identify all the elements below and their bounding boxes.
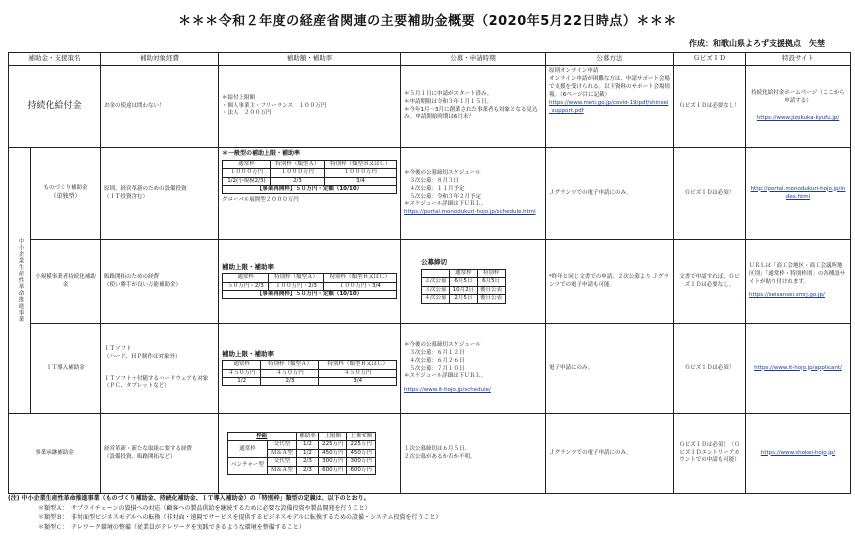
- jizoku-method-line: オンライン申請が困難な方は、申請サポート会場で支援を受けられる。以下資料のサポート会場情報。（6ページ目に記載）: [549, 75, 671, 98]
- shokibo-deadline-table: [421, 269, 506, 304]
- header-gbiz: ＧビズＩＤ: [674, 53, 746, 66]
- jizoku-timing-line: ＊５月１日に申請がスタート済み。: [404, 90, 493, 97]
- mono-note: 【事業再開枠】５０万円・定額（10/10）: [223, 185, 397, 193]
- row-mono: [9, 148, 851, 240]
- group-label: 中小企業生産性革命推進事業: [9, 148, 31, 414]
- jigyo-th: 枠組: [228, 432, 297, 440]
- shokibo-cell: １００万円・3/4: [323, 282, 396, 290]
- shokibo-cost: [101, 240, 219, 324]
- mono-th: 通常枠: [223, 160, 271, 168]
- it-timing-line: ４次公募：６月２６日: [404, 357, 465, 364]
- row-it: [9, 324, 851, 414]
- mono-site-link[interactable]: http://portal.monodukuri-hojo.jp/index.html: [750, 185, 846, 200]
- jigyo-site-link[interactable]: https://www.shokei-hojo.jp/: [760, 449, 836, 456]
- mono-timing-line: ４次公募：１１月予定: [404, 185, 465, 192]
- jigyo-cell: 1/2: [296, 449, 319, 457]
- mono-timing-link[interactable]: https://portal.monodukuri-hojo.jp/schedule.html: [404, 209, 536, 216]
- shokibo-rate-table: [222, 273, 397, 299]
- it-site: [746, 324, 851, 414]
- jizoku-method-link[interactable]: https://www.meti.go.jp/covid-19/pdf/shinsei_support.pdf: [549, 99, 669, 114]
- shokibo-site-text: ＵＲＬは「商工会地区・商工会議所地区別」「通常枠・特別枠別」の各種設サイトが貼り付けれます。: [749, 262, 846, 285]
- it-name: ＩＴ導入補助金: [31, 324, 101, 414]
- jigyo-cost-line: 経営革新・新たな取組に要する経費: [104, 445, 193, 452]
- deadline-cell: 後日公表: [477, 286, 505, 294]
- it-cell: ４５０万円: [319, 369, 397, 377]
- mono-cell: １０００万円: [270, 169, 324, 177]
- it-th: 特別枠（類型Ａ）: [261, 361, 319, 369]
- jigyo-gbiz: ＧビズＩＤは必須！（ＧビズＩＤエントリーアカウントでの申請も可能）: [674, 414, 746, 494]
- header-amount: 補助額・補助率: [219, 53, 401, 66]
- jigyo-cell: 300万円: [319, 458, 347, 466]
- shokibo-cell: ５０万円・2/3: [223, 282, 269, 290]
- it-amount: [219, 324, 401, 414]
- it-timing-link[interactable]: https://www.it-hojo.jp/schedule/: [404, 387, 491, 394]
- jigyo-cell: 2/3: [296, 458, 319, 466]
- jigyo-name: 事業承継補助金: [9, 414, 101, 494]
- shokibo-site: [746, 240, 851, 324]
- mono-cell: 3/4: [324, 177, 396, 185]
- shokibo-amount: [219, 240, 401, 324]
- deadline-cell: ２次公募: [422, 278, 450, 286]
- shokibo-cell: １００万円・2/3: [269, 282, 324, 290]
- mono-cost-line: 原則、経営革新のための設備投資: [104, 185, 187, 192]
- jizoku-site: [746, 66, 851, 148]
- jizoku-timing: [401, 66, 546, 148]
- jigyo-cell: 600万円: [319, 466, 347, 474]
- it-timing-line: ５次公募：７月１０日: [404, 365, 465, 372]
- it-cost-line: （ハード、ＨＰ制作は対象外）: [104, 353, 181, 360]
- mono-name-sub: （単独型）: [50, 193, 81, 201]
- mono-cell: 2/3: [270, 177, 324, 185]
- jigyo-timing-line: ２次公募があるか否か不明。: [404, 453, 476, 460]
- jigyo-cell: 2/3: [296, 466, 319, 474]
- it-cell: 1/2: [223, 377, 261, 385]
- jigyo-cell: Ｍ＆Ａ型: [268, 449, 297, 457]
- footnotes: [8, 494, 848, 532]
- mono-th: 特別枠（類型Ｂ又はＣ）: [324, 160, 396, 168]
- jigyo-rate-table: [227, 432, 376, 475]
- mono-cost: [101, 148, 219, 240]
- row-jigyo: [9, 414, 851, 494]
- shokibo-box-title: 補助上限・補助率: [222, 262, 274, 271]
- jigyo-cell: Ｍ＆Ａ型: [268, 466, 297, 474]
- row-jizoku: [9, 66, 851, 148]
- jigyo-cell: 交代型: [268, 458, 297, 466]
- it-timing-line: ＊スケジュール詳細は下ＵＲＬ。: [404, 373, 487, 380]
- it-cell: 3/4: [319, 377, 397, 385]
- author-label: 作成：和歌山県よろず支援拠点 矢埜: [689, 39, 825, 48]
- it-cost-line: ＩＴソフト: [104, 345, 132, 352]
- footnote-line: ＊類型Ｂ： 非対面型ビジネスモデルへの転換（非対面・遠隔でサービスを提供するビジネスモデルに転換するための設備・システム投資を行うこと）: [38, 514, 442, 522]
- jigyo-timing: [401, 414, 546, 494]
- mono-method: Ｊグランツでの電子申請にのみ。: [546, 148, 674, 240]
- mono-cell: １０００万円: [324, 169, 396, 177]
- jizoku-timing-line: ＊申請期限は令和３年１月１５日。: [404, 98, 493, 105]
- jizoku-site-link[interactable]: https://www.jizokuka-kyufu.jp/: [756, 115, 840, 122]
- deadline-cell: 後日公表: [477, 295, 505, 303]
- jigyo-cell: 1/2: [296, 441, 319, 449]
- it-gbiz: ＧビズＩＤは必須！: [674, 324, 746, 414]
- header-timing: 公募・申請時期: [401, 53, 546, 66]
- shokibo-method: *昨年と同じ文書での申請。２次公募より Ｊグランツでの電子申請も可能。: [546, 240, 674, 324]
- jizoku-amount-line: ・法人 ２００万円: [222, 110, 272, 117]
- mono-site: [746, 148, 851, 240]
- jigyo-timing-line: １次公募締切は６月５日。: [404, 445, 471, 452]
- mono-name-text: ものづくり補助金: [43, 185, 88, 192]
- header-cost: 補助対象経費: [101, 53, 219, 66]
- mono-name: [31, 148, 101, 240]
- jigyo-method: Ｊグランツでの電子申請にのみ。: [546, 414, 674, 494]
- mono-box-title: ＊一般型の補助上限・補助率: [222, 150, 301, 157]
- jizoku-cost: お金の使途は問わない！: [101, 66, 219, 148]
- jigyo-cell: 225万円: [319, 441, 347, 449]
- mono-timing-line: ＊今後の公募締切スケジュール: [404, 169, 481, 176]
- mono-global: グローバル展開型２０００万円: [222, 197, 299, 204]
- shokibo-deadline-title: 公募締切: [421, 258, 447, 267]
- jizoku-site-text: 持続化給付金ホームページ（ここから申請する）: [751, 89, 845, 104]
- shokibo-deadline: [401, 240, 546, 324]
- jigyo-cell: 225万円: [347, 441, 376, 449]
- page-title: ＊＊＊令和２年度の経産省関連の主要補助金概要（2020年5月22日時点）＊＊＊: [178, 14, 677, 29]
- jigyo-cost-line: （設備投資、販路開拓など）: [104, 453, 176, 460]
- it-method: 電子申請にのみ。: [546, 324, 674, 414]
- jigyo-cell: 300万円: [347, 458, 376, 466]
- it-site-link[interactable]: https://www.it-hojo.jp/applicant/: [754, 364, 842, 371]
- mono-timing-line: ＊スケジュール詳細は下ＵＲＬ。: [404, 201, 487, 208]
- it-cost-line: ＩＴソフト＋付随するハードウェアも対象（ＰＣ、タブレットなど）: [104, 375, 209, 390]
- mono-timing: [401, 148, 546, 240]
- deadline-th: [422, 269, 450, 277]
- it-timing-line: ＊今後の公募締切スケジュール: [404, 341, 481, 348]
- jigyo-site: [746, 414, 851, 494]
- deadline-th: 特別枠: [477, 269, 505, 277]
- jigyo-cell: 450万円: [319, 449, 347, 457]
- shokibo-site-link[interactable]: https://seisansei.smrj.go.jp/: [749, 292, 825, 299]
- shokibo-gbiz: 文書で申請すれば、ＧビズＩＤは必要なし。: [674, 240, 746, 324]
- it-box-title: 補助上限・補助率: [222, 349, 274, 358]
- jizoku-method: [546, 66, 674, 148]
- jigyo-th: 上限額: [319, 432, 347, 440]
- mono-cell: 1/2(小規模2/3): [223, 177, 271, 185]
- shokibo-name: 小規模事業者持続化補助金: [31, 240, 101, 324]
- jizoku-amount: [219, 66, 401, 148]
- row-shokibo: [9, 240, 851, 324]
- jizoku-amount-line: ・個人事業主・フリーランス １００万円: [222, 102, 327, 109]
- it-timing-line: ３次公募：６月１２日: [404, 349, 465, 356]
- header-site: 特設サイト: [746, 53, 851, 66]
- it-cell: 2/3: [261, 377, 319, 385]
- it-timing: [401, 324, 546, 414]
- deadline-cell: 10月2日: [450, 286, 478, 294]
- mono-amount: [219, 148, 401, 240]
- deadline-cell: 2月5日: [450, 295, 478, 303]
- footnote-line: ＊類型Ｃ： テレワーク環境の整備（従業員がテレワークを実践できるような環境を整備すること）: [38, 523, 305, 531]
- jizoku-timing-line: ＊今年1月～3月に創業された事業者も対象となる見込み。申請開始時期は6月末？: [404, 106, 538, 121]
- mono-timing-line: ３次公募：８月３日: [404, 177, 460, 184]
- jigyo-cost: [101, 414, 219, 494]
- jigyo-cell: 交代型: [268, 441, 297, 449]
- it-cell: ４５０万円: [261, 369, 319, 377]
- it-rate-table: [222, 360, 397, 386]
- deadline-cell: ３次公募: [422, 286, 450, 294]
- subsidy-table: [8, 52, 851, 494]
- jigyo-th: 補助率: [296, 432, 319, 440]
- mono-timing-line: ５次公募：令和３年２月予定: [404, 193, 482, 200]
- it-th: 通常枠: [223, 361, 261, 369]
- header-row: [9, 53, 851, 66]
- mono-gbiz: ＧビズＩＤは必須！: [674, 148, 746, 240]
- it-cell: ４５０万円: [223, 369, 261, 377]
- header-name: 補助金・支援策名: [9, 53, 101, 66]
- jizoku-gbiz: ＧビズＩＤは必要なし！: [674, 66, 746, 148]
- jigyo-cell: 450万円: [347, 449, 376, 457]
- it-cost: [101, 324, 219, 414]
- footnote-line: ＊類型Ａ： サプライチェーンの毀損への対応（顧客への製品供給を継続するために必要な設備投資や製品開発を行うこと）: [38, 504, 371, 512]
- mono-cost-line: （ＩＴ投資含む）: [104, 193, 149, 200]
- jigyo-th: 上乗せ額: [347, 432, 376, 440]
- jigyo-cell: 通常枠: [228, 441, 268, 458]
- mono-th: 特別枠（類型Ａ）: [270, 160, 324, 168]
- shokibo-cost-line: 販路開拓のための経費: [104, 273, 160, 280]
- header-method: 公募方法: [546, 53, 674, 66]
- mono-rate-table: [222, 160, 397, 195]
- shokibo-cost-line: （使い勝手が良い万能補助金）: [104, 281, 182, 288]
- deadline-th: 通常枠: [450, 269, 478, 277]
- mono-cell: １０００万円: [223, 169, 271, 177]
- jigyo-cell: 600万円: [347, 466, 376, 474]
- footnote-line: (注) 中小企業生産性革命推進事業（ものづくり補助金、持続化補助金、ＩＴ導入補助金）の「特別枠」類型の定義は、以下のとおり。: [8, 495, 370, 502]
- shokibo-note: 【事業再開枠】５０万円・定額（10/10）: [223, 290, 397, 298]
- deadline-cell: 6月5日: [450, 278, 478, 286]
- jizoku-name: 持続化給付金: [9, 66, 101, 148]
- deadline-cell: 6月5日: [477, 278, 505, 286]
- deadline-cell: ４次公募: [422, 295, 450, 303]
- shokibo-th: 特別枠（類型Ｂ又はＣ）: [323, 274, 396, 282]
- jigyo-amount: [219, 414, 401, 494]
- it-th: 特別枠（類型Ｂ又はＣ）: [319, 361, 397, 369]
- jizoku-method-line: 原則オンライン申請: [549, 68, 599, 74]
- shokibo-th: 特別枠（類型Ａ）: [269, 274, 324, 282]
- shokibo-th: 通常枠: [223, 274, 269, 282]
- jizoku-amount-line: ＊給付上限額: [222, 94, 256, 101]
- jigyo-cell: ベンチャー型: [228, 458, 268, 475]
